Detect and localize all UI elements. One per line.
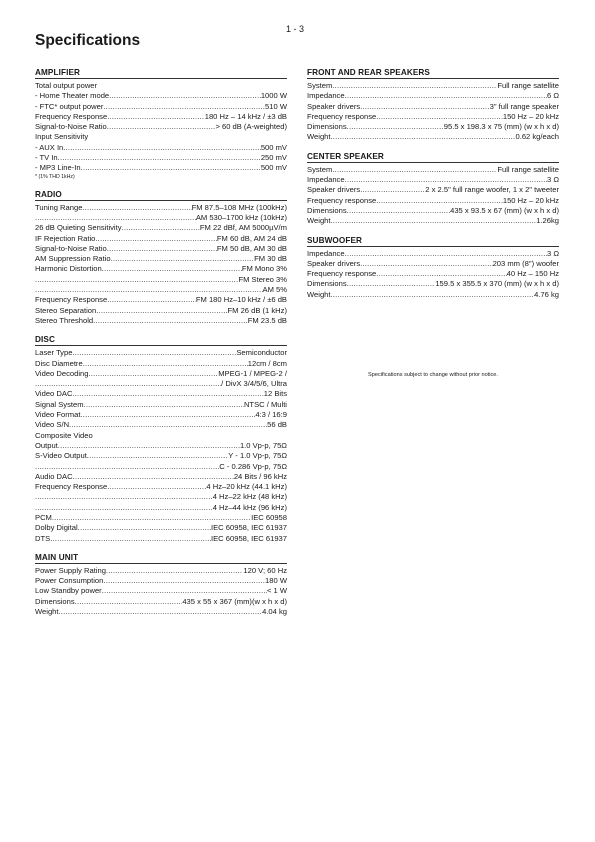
spec-row	[35, 132, 287, 142]
spec-value: AM 5%	[262, 285, 287, 295]
spec-value: 3 Ω	[546, 248, 559, 258]
spec-row	[307, 249, 559, 259]
spec-label: Weight	[35, 607, 59, 617]
spec-label: System	[307, 164, 333, 174]
spec-value: 56 dB	[267, 420, 287, 430]
spec-label: - MP3 Line-In	[35, 163, 81, 173]
spec-row	[35, 306, 287, 316]
spec-label: Frequency Response	[35, 295, 108, 305]
spec-label: Signal System	[35, 399, 84, 409]
spec-row	[35, 597, 287, 607]
section-title: MAIN UNIT	[35, 553, 287, 564]
spec-value: FM 23.5 dB	[247, 315, 287, 325]
dot-leader	[78, 523, 211, 533]
spec-label: Dimensions	[307, 279, 347, 289]
spec-value: FM Stereo 3%	[238, 274, 287, 284]
spec-row	[35, 379, 287, 389]
dot-leader	[69, 420, 267, 430]
spec-value: 159.5 x 355.5 x 370 (mm) (w x h x d)	[435, 279, 559, 289]
spec-value: IEC 60958	[251, 512, 287, 522]
spec-row	[35, 348, 287, 358]
dot-leader	[107, 244, 217, 254]
spec-row	[35, 534, 287, 544]
spec-value: > 60 dB (A-weighted)	[215, 122, 287, 132]
section-front-and-rear-speakers	[307, 68, 559, 143]
spec-value: 4 Hz–44 kHz (96 kHz)	[212, 502, 287, 512]
spec-value: 180 Hz – 14 kHz / ±3 dB	[204, 111, 287, 121]
spec-row	[307, 290, 559, 300]
dot-leader	[63, 143, 261, 153]
spec-value: 4 Hz–20 kHz (44.1 kHz)	[206, 482, 287, 492]
spec-row	[307, 81, 559, 91]
dot-leader	[87, 451, 228, 461]
spec-row	[35, 234, 287, 244]
spec-row	[307, 216, 559, 226]
section-radio	[35, 190, 287, 327]
spec-value: 1000 W	[260, 91, 287, 101]
dot-leader	[84, 400, 244, 410]
dot-leader	[107, 295, 196, 305]
spec-row	[35, 153, 287, 163]
spec-label: - AUX In	[35, 142, 64, 152]
spec-value: 3" full range speaker	[489, 101, 559, 111]
spec-label: Frequency Response	[35, 482, 108, 492]
spec-value: C - 0.286 Vp-p, 75Ω	[219, 461, 287, 471]
spec-label: PCM	[35, 512, 52, 522]
spec-row	[35, 492, 287, 502]
spec-row	[307, 122, 559, 132]
dot-leader	[75, 597, 183, 607]
spec-label: Impedance	[307, 248, 345, 258]
dot-leader	[360, 185, 425, 195]
dot-leader	[73, 472, 234, 482]
spec-value: IEC 60958, IEC 61937	[211, 533, 287, 543]
spec-row	[35, 213, 287, 223]
spec-label: Frequency response	[307, 195, 377, 205]
spec-value: 12cm / 8cm	[247, 358, 287, 368]
spec-label: Audio DAC	[35, 471, 73, 481]
spec-row	[35, 112, 287, 122]
section-title: SUBWOOFER	[307, 236, 559, 247]
spec-row	[307, 259, 559, 269]
spec-row	[35, 607, 287, 617]
spec-value: FM 50 dB, AM 30 dB	[216, 243, 287, 253]
spec-label: Tuning Range	[35, 202, 83, 212]
spec-label: 26 dB Quieting Sensitivity	[35, 223, 122, 233]
dot-leader	[50, 534, 211, 544]
spec-value: 180 W	[265, 576, 287, 586]
spec-row	[307, 175, 559, 185]
spec-label: Dimensions	[35, 596, 75, 606]
spec-label: Input Sensitivity	[35, 132, 89, 142]
right-column	[307, 68, 559, 309]
dot-leader	[35, 492, 213, 502]
section-center-speaker	[307, 152, 559, 227]
spec-label: Impedance	[307, 175, 345, 185]
spec-value: 150 Hz – 20 kHz	[502, 111, 559, 121]
spec-value: 435 x 55 x 367 (mm)(w x h x d)	[182, 596, 287, 606]
dot-leader	[102, 264, 242, 274]
spec-row	[35, 400, 287, 410]
spec-row	[35, 254, 287, 264]
spec-value: FM 180 Hz–10 kHz / ±6 dB	[195, 295, 287, 305]
spec-label: - FTC* output power	[35, 101, 104, 111]
spec-value: < 1 W	[266, 586, 287, 596]
spec-row	[35, 102, 287, 112]
spec-row	[35, 523, 287, 533]
spec-row	[307, 112, 559, 122]
spec-label: Signal-to-Noise Ratio	[35, 122, 107, 132]
spec-row	[307, 132, 559, 142]
spec-value: 4 Hz–22 kHz (48 kHz)	[212, 492, 287, 502]
spec-value: 0.62 kg/each	[515, 132, 559, 142]
dot-leader	[96, 306, 227, 316]
spec-label: Speaker drivers	[307, 101, 361, 111]
spec-value: FM 87.5–108 MHz (100kHz)	[191, 202, 287, 212]
spec-label: Video Decoding	[35, 368, 89, 378]
dot-leader	[347, 122, 444, 132]
dot-leader	[103, 102, 265, 112]
spec-row	[307, 206, 559, 216]
section-title: FRONT AND REAR SPEAKERS	[307, 68, 559, 79]
spec-value: Full range satellite	[497, 81, 559, 90]
spec-row	[35, 472, 287, 482]
dot-leader	[35, 285, 263, 295]
spec-label: Stereo Threshold	[35, 315, 94, 325]
dot-leader	[347, 279, 436, 289]
spec-value: MPEG-1 / MPEG-2 /	[218, 368, 287, 378]
dot-leader	[102, 586, 267, 596]
section-subwoofer	[307, 236, 559, 300]
spec-value: 150 Hz – 20 kHz	[502, 195, 559, 205]
left-column	[35, 68, 287, 626]
spec-row	[35, 431, 287, 441]
spec-row	[307, 279, 559, 289]
dot-leader	[95, 234, 217, 244]
spec-value: 95.5 x 198.3 x 75 (mm) (w x h x d)	[443, 122, 559, 132]
spec-row	[307, 185, 559, 195]
dot-leader	[345, 91, 547, 101]
spec-value: 120 V; 60 Hz	[243, 565, 287, 575]
spec-label: Laser Type	[35, 348, 73, 358]
spec-label: Frequency response	[307, 269, 377, 279]
spec-row	[35, 91, 287, 101]
spec-value: IEC 60958, IEC 61937	[211, 523, 287, 533]
spec-value: / DivX 3/4/5/6, Ultra	[221, 379, 287, 389]
section-title: CENTER SPEAKER	[307, 152, 559, 163]
spec-label: - TV In	[35, 153, 58, 163]
spec-value: FM 26 dB (1 kHz)	[227, 305, 287, 315]
dot-leader	[106, 566, 243, 576]
spec-value: 12 Bits	[263, 389, 287, 399]
spec-label: S-Video Output	[35, 451, 87, 461]
spec-row	[307, 196, 559, 206]
dot-leader	[376, 269, 506, 279]
spec-row	[35, 275, 287, 285]
dot-leader	[107, 482, 206, 492]
dot-leader	[35, 213, 196, 223]
dot-leader	[35, 462, 219, 472]
spec-label: Disc Diametre	[35, 358, 83, 368]
dot-leader	[35, 275, 238, 285]
dot-leader	[347, 206, 450, 216]
spec-value: NTSC / Multi	[243, 399, 287, 409]
spec-label: Stereo Separation	[35, 305, 97, 315]
page-title: Specifications	[35, 32, 141, 49]
spec-label: Frequency response	[307, 111, 377, 121]
spec-row	[35, 410, 287, 420]
spec-row	[35, 389, 287, 399]
dot-leader	[109, 91, 261, 101]
section-disc	[35, 335, 287, 544]
dot-leader	[80, 410, 255, 420]
spec-label: Speaker drivers	[307, 185, 361, 195]
spec-value: Semiconductor	[236, 348, 287, 358]
spec-label: Weight	[307, 132, 331, 142]
spec-label: Composite Video	[35, 430, 93, 440]
dot-leader	[331, 216, 537, 226]
dot-leader	[83, 359, 248, 369]
spec-value: FM 22 dBf, AM 5000µV/m	[199, 223, 287, 233]
spec-label: AM Suppression Ratio	[35, 254, 111, 264]
spec-label: Video S/N	[35, 420, 70, 430]
spec-label: DTS	[35, 533, 51, 543]
dot-leader	[35, 503, 213, 513]
spec-label: Impedance	[307, 91, 345, 101]
spec-row	[35, 316, 287, 326]
spec-value: FM 30 dB	[254, 254, 287, 264]
dot-leader	[107, 112, 205, 122]
dot-leader	[88, 369, 218, 379]
spec-row	[35, 451, 287, 461]
spec-value: 250 mV	[260, 153, 287, 163]
dot-leader	[59, 607, 263, 617]
spec-label: System	[307, 81, 333, 90]
spec-label: Power Supply Rating	[35, 565, 106, 575]
dot-leader	[376, 112, 503, 122]
spec-row	[35, 223, 287, 233]
spec-value: AM 530–1700 kHz (10kHz)	[195, 212, 287, 222]
spec-label: - Home Theater mode	[35, 91, 110, 101]
spec-row	[35, 503, 287, 513]
dot-leader	[111, 254, 255, 264]
spec-row	[35, 163, 287, 173]
spec-label: Power Consumption	[35, 576, 104, 586]
spec-value: FM 60 dB, AM 24 dB	[216, 233, 287, 243]
spec-label: Dolby Digital	[35, 523, 78, 533]
spec-row	[307, 269, 559, 279]
section-title: DISC	[35, 335, 287, 346]
spec-value: 500 mV	[260, 142, 287, 152]
section-title: AMPLIFIER	[35, 68, 287, 79]
spec-value: 4.04 kg	[262, 607, 287, 617]
dot-leader	[332, 165, 497, 175]
spec-value: 6 Ω	[546, 91, 559, 101]
spec-label: Video Format	[35, 410, 81, 420]
section-title: RADIO	[35, 190, 287, 201]
dot-leader	[376, 196, 503, 206]
spec-label: IF Rejection Ratio	[35, 233, 96, 243]
dot-leader	[72, 348, 236, 358]
dot-leader	[107, 122, 216, 132]
spec-row	[35, 576, 287, 586]
spec-row	[35, 81, 287, 91]
spec-label: Output	[35, 440, 58, 450]
spec-row	[307, 91, 559, 101]
spec-value: 4.76 kg	[534, 289, 559, 299]
section-amplifier	[35, 68, 287, 181]
dot-leader	[122, 223, 200, 233]
footnote	[35, 174, 287, 181]
spec-row	[35, 513, 287, 523]
spec-label: Weight	[307, 289, 331, 299]
spec-value: 24 Bits / 96 kHz	[233, 471, 287, 481]
dot-leader	[82, 203, 191, 213]
dot-leader	[52, 513, 251, 523]
spec-row	[35, 295, 287, 305]
spec-row	[35, 420, 287, 430]
spec-row	[307, 165, 559, 175]
spec-label: Harmonic Distortion	[35, 264, 102, 274]
spec-label: Weight	[307, 216, 331, 226]
spec-value: Full range satellite	[497, 164, 559, 174]
dot-leader	[360, 259, 492, 269]
spec-value: Y - 1.0 Vp-p, 75Ω	[228, 451, 287, 461]
spec-label: Speaker drivers	[307, 258, 361, 268]
dot-leader	[58, 153, 261, 163]
dot-leader	[81, 163, 261, 173]
spec-value: 3 Ω	[546, 175, 559, 185]
dot-leader	[331, 290, 535, 300]
dot-leader	[345, 249, 547, 259]
spec-value: 203 mm (8") woofer	[492, 258, 559, 268]
spec-row	[35, 285, 287, 295]
dot-leader	[72, 389, 263, 399]
dot-leader	[345, 175, 547, 185]
spec-value: 1.0 Vp-p, 75Ω	[239, 440, 287, 450]
spec-row	[35, 369, 287, 379]
dot-leader	[103, 576, 265, 586]
spec-value: 1.26kg	[536, 216, 559, 226]
spec-value: 4:3 / 16:9	[255, 410, 287, 420]
dot-leader	[93, 316, 248, 326]
spec-row	[307, 102, 559, 112]
spec-value: 40 Hz – 150 Hz	[506, 269, 559, 279]
spec-row	[35, 482, 287, 492]
dot-leader	[35, 379, 221, 389]
spec-value: 2 x 2.5" full range woofer, 1 x 2" tweeter	[425, 185, 559, 195]
spec-label: * (1% THD 1kHz)	[35, 173, 75, 180]
spec-label: Signal-to-Noise Ratio	[35, 243, 107, 253]
change-notice: Specifications subject to change without prior notice.	[368, 372, 498, 378]
spec-row	[35, 203, 287, 213]
spec-row	[35, 462, 287, 472]
spec-label: Dimensions	[307, 122, 347, 132]
dot-leader	[331, 132, 516, 142]
spec-label: Total output power	[35, 81, 98, 90]
spec-row	[35, 143, 287, 153]
spec-row	[35, 264, 287, 274]
spec-value: 435 x 93.5 x 67 (mm) (w x h x d)	[450, 205, 559, 215]
spec-value: 510 W	[265, 101, 287, 111]
spec-row	[35, 244, 287, 254]
spec-row	[35, 586, 287, 596]
spec-value: 500 mV	[260, 163, 287, 173]
spec-label: Dimensions	[307, 205, 347, 215]
spec-row	[35, 122, 287, 132]
spec-label: Low Standby power	[35, 586, 102, 596]
spec-value: FM Mono 3%	[241, 264, 287, 274]
spec-label: Frequency Response	[35, 111, 108, 121]
dot-leader	[332, 81, 497, 91]
dot-leader	[58, 441, 240, 451]
spec-row	[35, 359, 287, 369]
spec-row	[35, 441, 287, 451]
spec-row	[35, 566, 287, 576]
section-main-unit	[35, 553, 287, 617]
dot-leader	[360, 102, 489, 112]
page-number: 1 - 3	[286, 24, 305, 34]
spec-label: Video DAC	[35, 389, 73, 399]
